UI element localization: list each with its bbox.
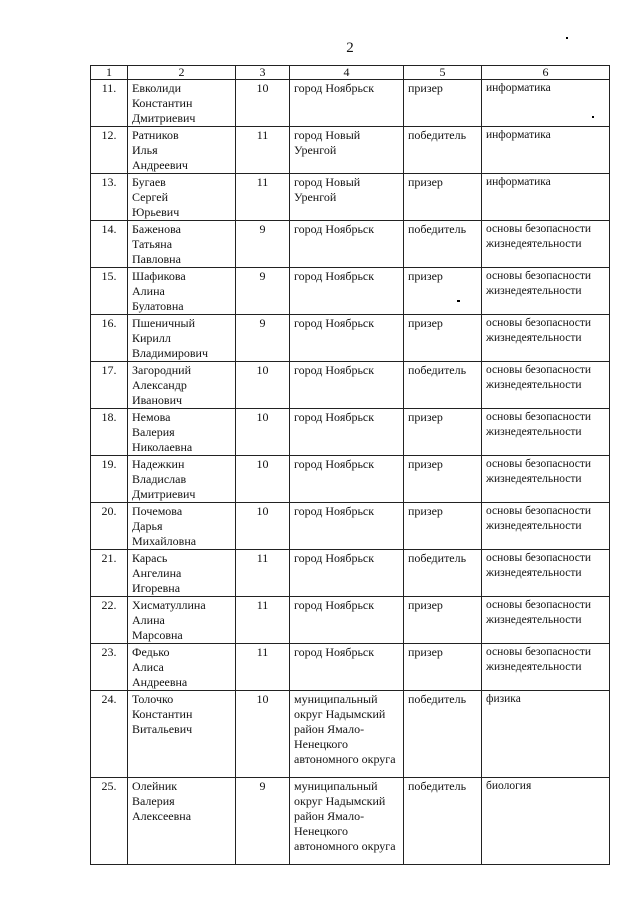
grade-cell: 11 — [236, 174, 290, 221]
student-name-part: Алиса — [132, 660, 164, 674]
student-name-cell — [128, 644, 236, 691]
header-cell: 5 — [404, 66, 482, 80]
subject-cell: биология — [482, 778, 610, 865]
status-cell: победитель — [404, 127, 482, 174]
status-cell: призер — [404, 315, 482, 362]
student-name-part: Карась — [132, 551, 168, 565]
municipality-cell: город Ноябрьск — [290, 221, 404, 268]
municipality-cell: город Ноябрьск — [290, 315, 404, 362]
student-name-part: Татьяна — [132, 237, 173, 251]
student-name-part: Андреевич — [132, 158, 188, 172]
student-name-part: Кирилл — [132, 331, 171, 345]
municipality-cell: город Новый Уренгой — [290, 174, 404, 221]
student-name-part: Евколиди — [132, 81, 181, 95]
header-cell: 6 — [482, 66, 610, 80]
municipality-cell: муниципальный округ Надымский район Ямало-Ненецкого автономного округа — [290, 778, 404, 865]
table-row — [91, 315, 610, 362]
status-cell: призер — [404, 409, 482, 456]
student-name-part: Павловна — [132, 252, 181, 266]
student-name-part: Дмитриевич — [132, 487, 196, 501]
student-name-part: Федько — [132, 645, 170, 659]
student-name-part: Михайловна — [132, 534, 197, 548]
student-name-part: Почемова — [132, 504, 183, 518]
municipality-cell: город Ноябрьск — [290, 362, 404, 409]
student-name-part: Николаевна — [132, 440, 193, 454]
student-name-part: Константин — [132, 96, 193, 110]
table-row — [91, 456, 610, 503]
municipality-cell: город Ноябрьск — [290, 409, 404, 456]
table-row — [91, 691, 610, 778]
table-header-row — [91, 66, 610, 80]
subject-cell: основы безопасности жизнедеятельности — [482, 644, 610, 691]
subject-cell: информатика — [482, 174, 610, 221]
student-name-part: Владимирович — [132, 346, 208, 360]
student-name-part: Константин — [132, 707, 193, 721]
row-number-cell: 15. — [91, 268, 128, 315]
row-number-cell: 24. — [91, 691, 128, 778]
subject-cell: основы безопасности жизнедеятельности — [482, 456, 610, 503]
results-table — [90, 65, 610, 865]
municipality-cell: город Ноябрьск — [290, 644, 404, 691]
table-row — [91, 174, 610, 221]
student-name-cell — [128, 409, 236, 456]
row-number-cell: 14. — [91, 221, 128, 268]
table-row — [91, 80, 610, 127]
student-name-part: Толочко — [132, 692, 174, 706]
student-name-part: Алина — [132, 613, 165, 627]
grade-cell: 11 — [236, 644, 290, 691]
student-name-part: Андреевна — [132, 675, 188, 689]
row-number-cell: 17. — [91, 362, 128, 409]
row-number-cell: 16. — [91, 315, 128, 362]
subject-cell: основы безопасности жизнедеятельности — [482, 362, 610, 409]
row-number-cell: 22. — [91, 597, 128, 644]
student-name-part: Александр — [132, 378, 187, 392]
student-name-part: Марсовна — [132, 628, 183, 642]
page-number: 2 — [346, 40, 354, 56]
row-number-cell: 23. — [91, 644, 128, 691]
student-name-cell — [128, 315, 236, 362]
grade-cell: 9 — [236, 268, 290, 315]
subject-cell: информатика — [482, 127, 610, 174]
grade-cell: 10 — [236, 362, 290, 409]
municipality-cell: город Ноябрьск — [290, 503, 404, 550]
student-name-part: Немова — [132, 410, 171, 424]
grade-cell: 11 — [236, 597, 290, 644]
municipality-cell: город Новый Уренгой — [290, 127, 404, 174]
subject-cell: основы безопасности жизнедеятельности — [482, 550, 610, 597]
student-name-part: Дарья — [132, 519, 163, 533]
student-name-part: Валерия — [132, 794, 175, 808]
grade-cell: 10 — [236, 691, 290, 778]
subject-cell: информатика — [482, 80, 610, 127]
subject-cell: основы безопасности жизнедеятельности — [482, 315, 610, 362]
grade-cell: 9 — [236, 221, 290, 268]
student-name-part: Юрьевич — [132, 205, 180, 219]
table-row — [91, 268, 610, 315]
scan-speck — [457, 300, 460, 302]
status-cell: победитель — [404, 550, 482, 597]
header-cell: 1 — [91, 66, 128, 80]
student-name-part: Хисматуллина — [132, 598, 206, 612]
student-name-part: Шафикова — [132, 269, 186, 283]
table-row — [91, 362, 610, 409]
row-number-cell: 25. — [91, 778, 128, 865]
table-row — [91, 409, 610, 456]
student-name-cell — [128, 691, 236, 778]
table-row — [91, 127, 610, 174]
grade-cell: 11 — [236, 550, 290, 597]
student-name-part: Олейник — [132, 779, 178, 793]
municipality-cell: город Ноябрьск — [290, 550, 404, 597]
student-name-part: Валерия — [132, 425, 175, 439]
header-cell: 2 — [128, 66, 236, 80]
student-name-part: Пшеничный — [132, 316, 196, 330]
row-number-cell: 19. — [91, 456, 128, 503]
status-cell: победитель — [404, 362, 482, 409]
status-cell: победитель — [404, 221, 482, 268]
status-cell: призер — [404, 80, 482, 127]
row-number-cell: 21. — [91, 550, 128, 597]
subject-cell: основы безопасности жизнедеятельности — [482, 503, 610, 550]
subject-cell: основы безопасности жизнедеятельности — [482, 221, 610, 268]
student-name-part: Баженова — [132, 222, 181, 236]
scan-speck — [566, 37, 568, 39]
student-name-part: Сергей — [132, 190, 168, 204]
table-row — [91, 550, 610, 597]
table-row — [91, 644, 610, 691]
status-cell: победитель — [404, 691, 482, 778]
student-name-part: Ангелина — [132, 566, 182, 580]
municipality-cell: город Ноябрьск — [290, 268, 404, 315]
subject-cell: основы безопасности жизнедеятельности — [482, 409, 610, 456]
status-cell: призер — [404, 597, 482, 644]
student-name-part: Загородний — [132, 363, 191, 377]
student-name-part: Дмитриевич — [132, 111, 196, 125]
municipality-cell: муниципальный округ Надымский район Ямало-Ненецкого автономного округа — [290, 691, 404, 778]
table-row — [91, 597, 610, 644]
student-name-part: Ратников — [132, 128, 179, 142]
student-name-cell — [128, 597, 236, 644]
student-name-cell — [128, 221, 236, 268]
student-name-cell — [128, 268, 236, 315]
student-name-part: Илья — [132, 143, 158, 157]
student-name-part: Надежкин — [132, 457, 185, 471]
scan-speck — [592, 116, 594, 118]
student-name-cell — [128, 80, 236, 127]
grade-cell: 11 — [236, 127, 290, 174]
grade-cell: 9 — [236, 778, 290, 865]
row-number-cell: 12. — [91, 127, 128, 174]
grade-cell: 10 — [236, 503, 290, 550]
student-name-cell — [128, 362, 236, 409]
status-cell: призер — [404, 174, 482, 221]
subject-cell: физика — [482, 691, 610, 778]
row-number-cell: 13. — [91, 174, 128, 221]
header-cell: 3 — [236, 66, 290, 80]
student-name-cell — [128, 127, 236, 174]
row-number-cell: 20. — [91, 503, 128, 550]
header-cell: 4 — [290, 66, 404, 80]
status-cell: призер — [404, 456, 482, 503]
row-number-cell: 11. — [91, 80, 128, 127]
table-row — [91, 503, 610, 550]
subject-cell: основы безопасности жизнедеятельности — [482, 268, 610, 315]
student-name-part: Игоревна — [132, 581, 181, 595]
student-name-part: Витальевич — [132, 722, 193, 736]
student-name-part: Алексеевна — [132, 809, 192, 823]
student-name-part: Булатовна — [132, 299, 184, 313]
grade-cell: 10 — [236, 80, 290, 127]
status-cell: призер — [404, 268, 482, 315]
student-name-cell — [128, 778, 236, 865]
student-name-part: Бугаев — [132, 175, 166, 189]
municipality-cell: город Ноябрьск — [290, 597, 404, 644]
grade-cell: 10 — [236, 456, 290, 503]
grade-cell: 10 — [236, 409, 290, 456]
student-name-cell — [128, 456, 236, 503]
table-row — [91, 778, 610, 865]
status-cell: победитель — [404, 778, 482, 865]
student-name-cell — [128, 174, 236, 221]
municipality-cell: город Ноябрьск — [290, 80, 404, 127]
student-name-cell — [128, 503, 236, 550]
status-cell: призер — [404, 644, 482, 691]
table-row — [91, 221, 610, 268]
student-name-part: Иванович — [132, 393, 183, 407]
municipality-cell: город Ноябрьск — [290, 456, 404, 503]
status-cell: призер — [404, 503, 482, 550]
row-number-cell: 18. — [91, 409, 128, 456]
subject-cell: основы безопасности жизнедеятельности — [482, 597, 610, 644]
grade-cell: 9 — [236, 315, 290, 362]
student-name-cell — [128, 550, 236, 597]
student-name-part: Алина — [132, 284, 165, 298]
student-name-part: Владислав — [132, 472, 187, 486]
